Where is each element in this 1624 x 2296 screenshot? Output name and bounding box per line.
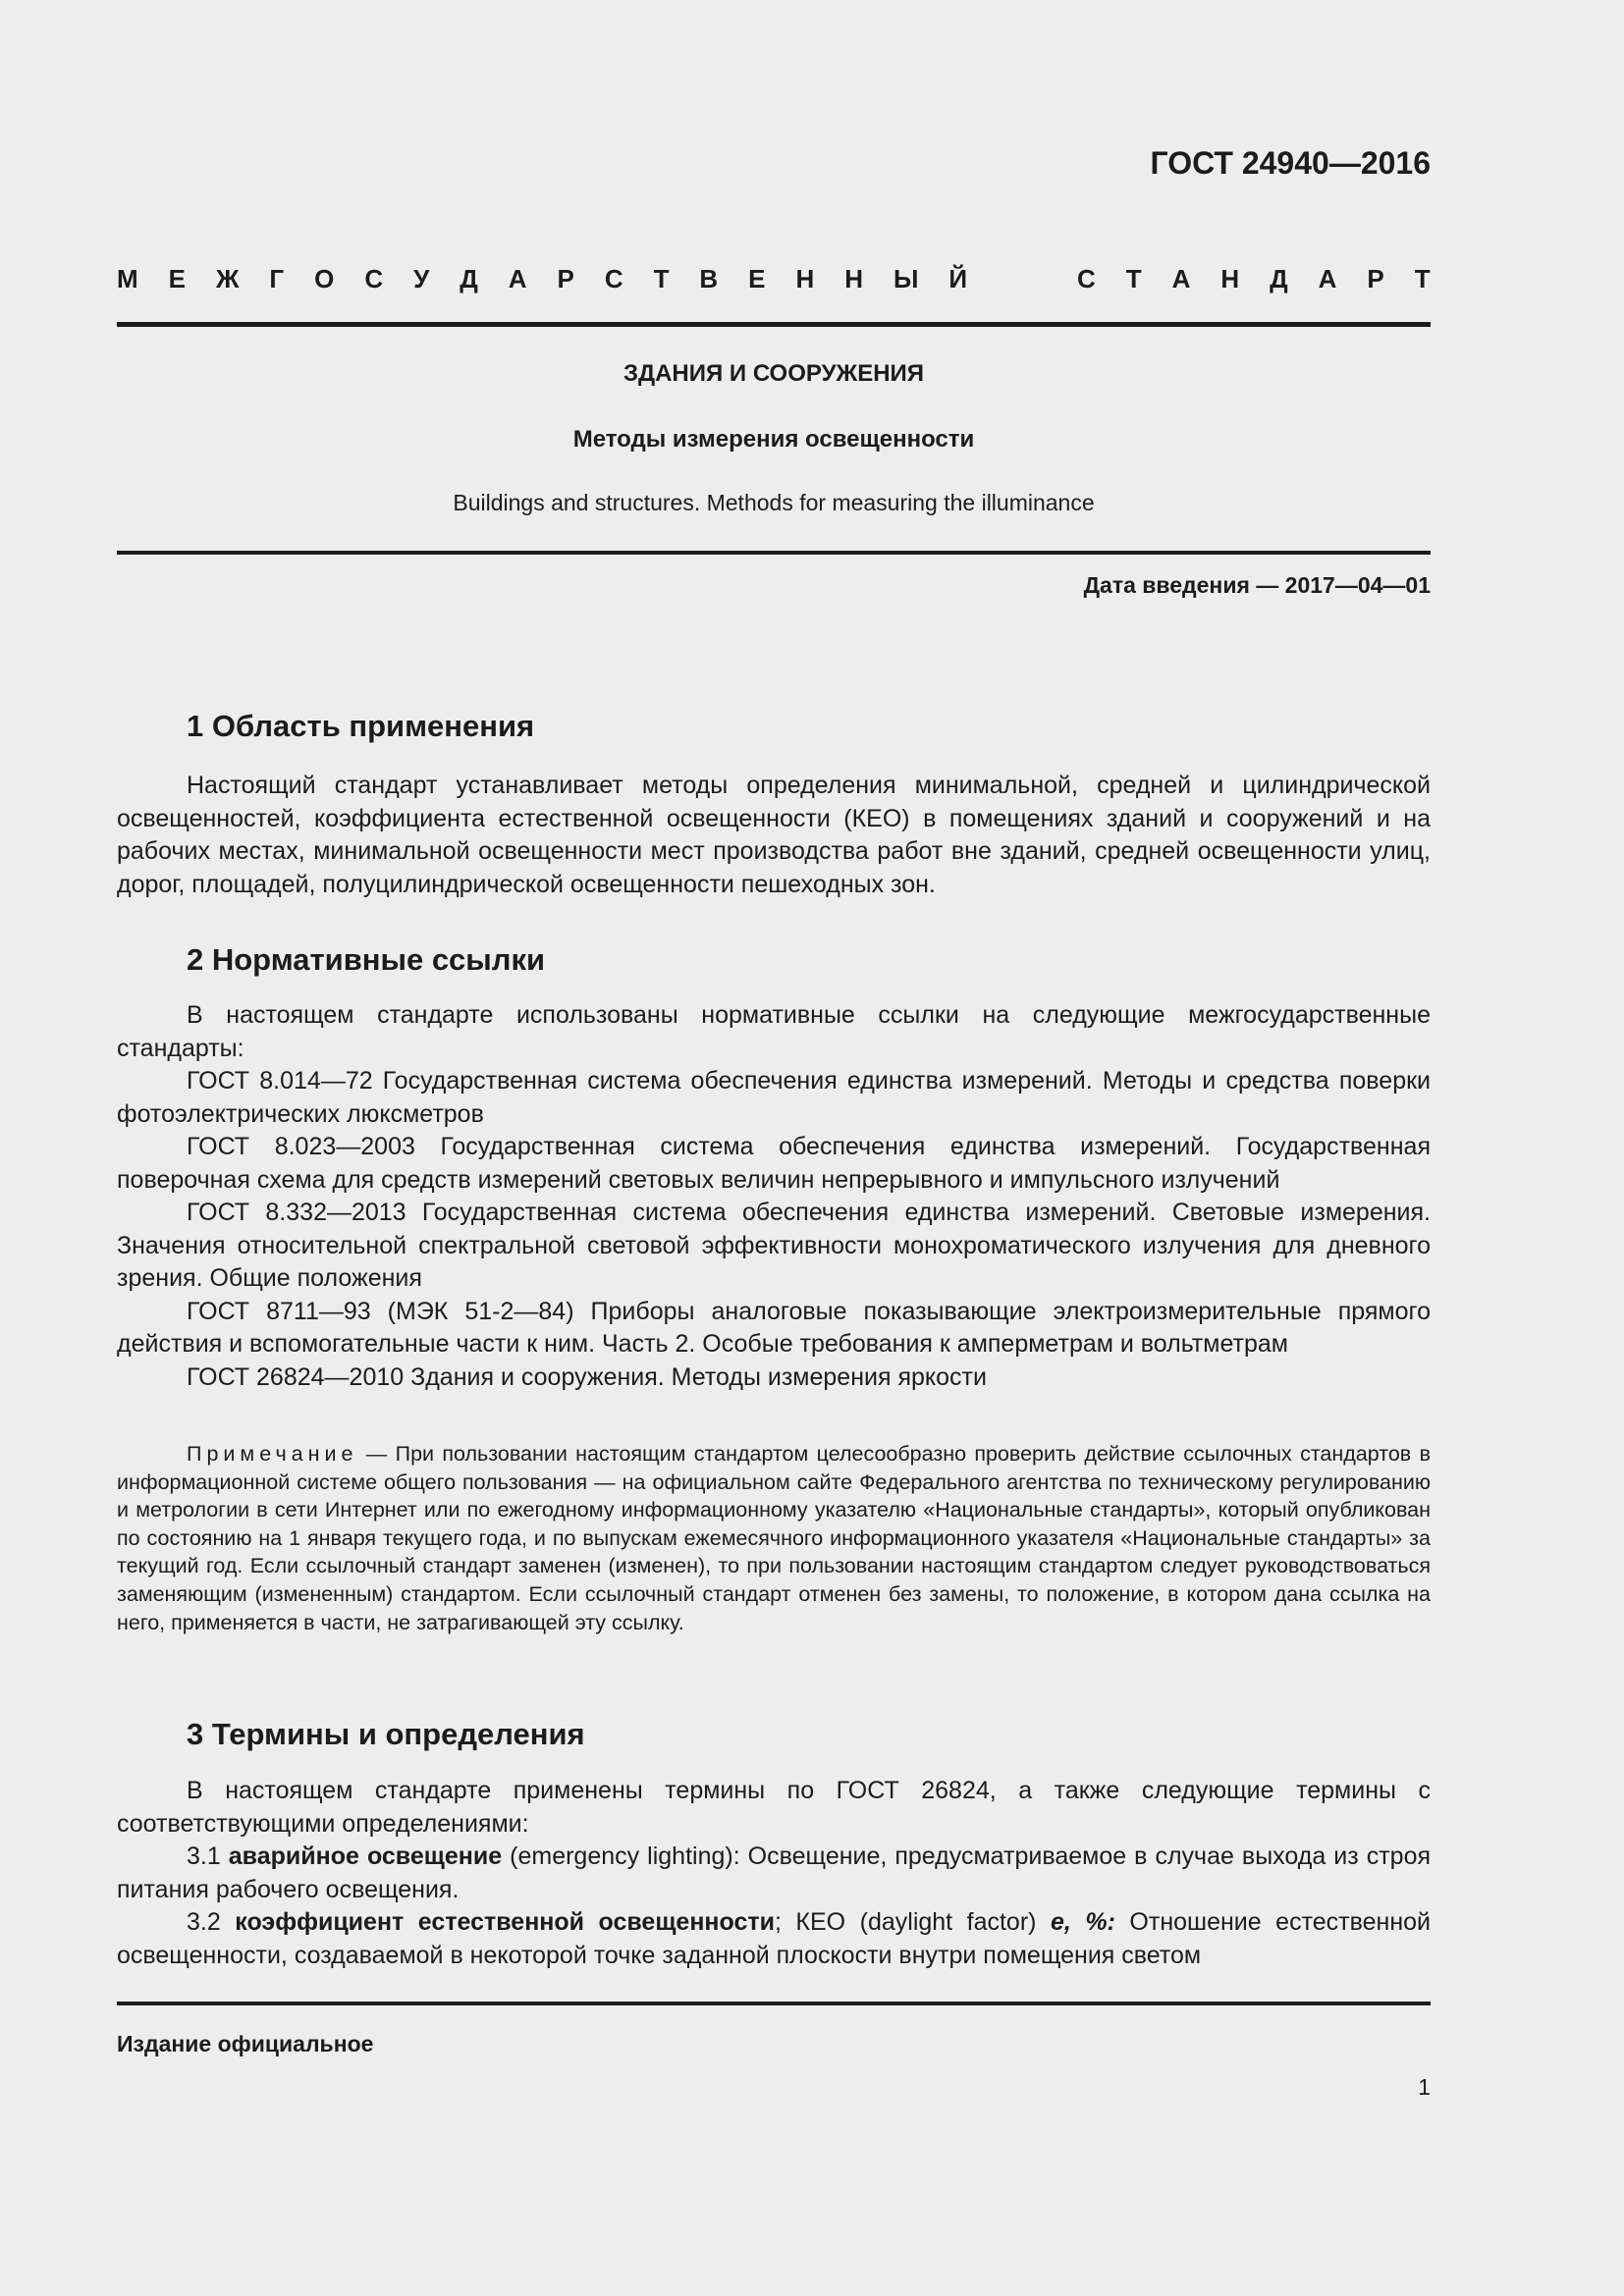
banner-letter: Д: [1270, 264, 1288, 294]
normative-references-list: [117, 999, 1431, 1394]
term-item: [117, 1841, 1431, 1906]
reference-item: ГОСТ 8.332—2013 Государственная система обеспечения единства измерений. Световые измерения. Значения относительной спектральной световой эффективности монохроматического излучения для дневного зрения. Общие положения: [117, 1199, 1431, 1292]
banner-letter: Н: [1220, 264, 1240, 294]
term-number: 3.2: [187, 1908, 236, 1936]
header-rule: [117, 322, 1431, 327]
page-number: 1: [1418, 2074, 1431, 2100]
reference-item: ГОСТ 8.014—72 Государственная система обеспечения единства измерений. Методы и средства поверки фотоэлектрических люксметров: [117, 1067, 1431, 1128]
term-name: аварийное освещение: [228, 1842, 503, 1870]
banner-letter: Е: [748, 264, 766, 294]
english-title: Buildings and structures. Methods for measuring the illuminance: [453, 490, 1095, 515]
term-definition: Отношение естественной освещенности, создаваемой в некоторой точке заданной плоскости внутри помещения светом: [117, 1908, 1431, 1969]
term-item: [117, 1906, 1431, 1972]
reference-item: ГОСТ 26824—2010 Здания и сооружения. Методы измерения яркости: [187, 1362, 987, 1391]
banner-letter: Н: [844, 264, 864, 294]
reference-item: ГОСТ 8.023—2003 Государственная система обеспечения единства измерений. Государственная поверочная схема для средств измерений световых величин непрерывного и импульсного излучений: [117, 1133, 1431, 1194]
banner-letter: А: [508, 264, 527, 294]
banner-letter: Г: [269, 264, 285, 294]
banner-letter: Д: [460, 264, 478, 294]
reference-item: ГОСТ 8711—93 (МЭК 51-2—84) Приборы аналоговые показывающие электроизмерительные прямого действия и вспомогательные части к ним. Часть 2. Особые требования к амперметрам и вольтметрам: [117, 1297, 1431, 1358]
banner-letter: Й: [948, 264, 968, 294]
term-definition: (emergency lighting): Освещение, предусматриваемое в случае выхода из строя питания рабочего освещения.: [117, 1842, 1432, 1903]
banner-letter: Т: [1125, 264, 1142, 294]
note-paragraph: [117, 1440, 1431, 1636]
banner-letter: О: [314, 264, 335, 294]
banner-letter: А: [1171, 264, 1191, 294]
standard-subtitle: Методы измерения освещенности: [572, 426, 975, 453]
terms-intro: В настоящем стандарте применены термины по ГОСТ 26824, а также следующие термины с соответствующими определениями:: [117, 1777, 1431, 1838]
interstate-standard-banner: [117, 263, 1431, 294]
banner-letter: М: [117, 264, 138, 294]
term-name: коэффициент естественной освещенности: [235, 1908, 775, 1936]
banner-letter: Ж: [215, 264, 240, 294]
term-abbreviation: ; КЕО (daylight factor): [774, 1908, 1051, 1936]
section-heading-normative-references: 2 Нормативные ссылки: [187, 942, 546, 977]
scope-paragraph: Настоящий стандарт устанавливает методы определения минимальной, средней и цилиндрической освещенностей, коэффициента естественной освещенности (КЕО) в помещениях зданий и сооружений и на рабочих местах, минимальной освещенности мест производства работ вне зданий, средней освещенности улиц, дорог, площадей, полуцилиндрической освещенности пешеходных зон.: [117, 772, 1431, 898]
banner-letter: Ы: [893, 264, 919, 294]
banner-letter: У: [413, 264, 430, 294]
banner-letter: Н: [795, 264, 815, 294]
document-code: ГОСТ 24940—2016: [1150, 145, 1431, 181]
banner-letter: С: [604, 264, 623, 294]
banner-letter: Р: [1367, 264, 1384, 294]
section-heading-terms: 3 Термины и определения: [187, 1717, 585, 1751]
official-edition-label: Издание официальное: [117, 2031, 374, 2056]
note-text: — При пользовании настоящим стандартом целесообразно проверить действие ссылочных стандартов в информационной системе общего пользования — на официальном сайте Федерального агентства по техническому регулированию и метрологии в сети Интернет или по ежегодному информационному указателю «Национальные стандарты», который опубликован по состоянию на 1 января текущего года, и по выпускам ежемесячного информационного указателя «Национальные стандарты» за текущий год. Если ссылочный стандарт заменен (изменен), то при пользовании настоящим стандартом следует руководствоваться заменяющим (измененным) стандартом. Если ссылочный стандарт отменен без замены, то положение, в котором дана ссылка на него, применяется в части, не затрагивающей эту ссылку.: [117, 1442, 1431, 1634]
banner-letter: Т: [1414, 264, 1431, 294]
banner-word-gap: [998, 263, 1047, 294]
banner-letter: Р: [557, 264, 574, 294]
footer-rule: [117, 2002, 1431, 2005]
banner-letter: А: [1318, 264, 1337, 294]
banner-letter: С: [1077, 264, 1096, 294]
section-heading-scope: 1 Область применения: [187, 709, 535, 743]
banner-letter: С: [364, 264, 384, 294]
introduction-date: Дата введения — 2017—04—01: [1083, 572, 1431, 598]
banner-letter: Е: [168, 264, 186, 294]
banner-letter: Т: [653, 264, 670, 294]
standard-title: ЗДАНИЯ И СООРУЖЕНИЯ: [623, 360, 925, 387]
note-label: Примечание: [187, 1442, 358, 1466]
references-note: [117, 1440, 1431, 1636]
references-intro: В настоящем стандарте использованы нормативные ссылки на следующие межгосударственные стандарты:: [117, 1001, 1431, 1062]
title-rule: [117, 551, 1431, 555]
term-symbol: е, %:: [1051, 1908, 1115, 1936]
scope-text: [117, 770, 1431, 901]
terms-text: [117, 1775, 1431, 1972]
term-number: 3.1: [187, 1842, 229, 1870]
banner-letter: В: [699, 264, 719, 294]
